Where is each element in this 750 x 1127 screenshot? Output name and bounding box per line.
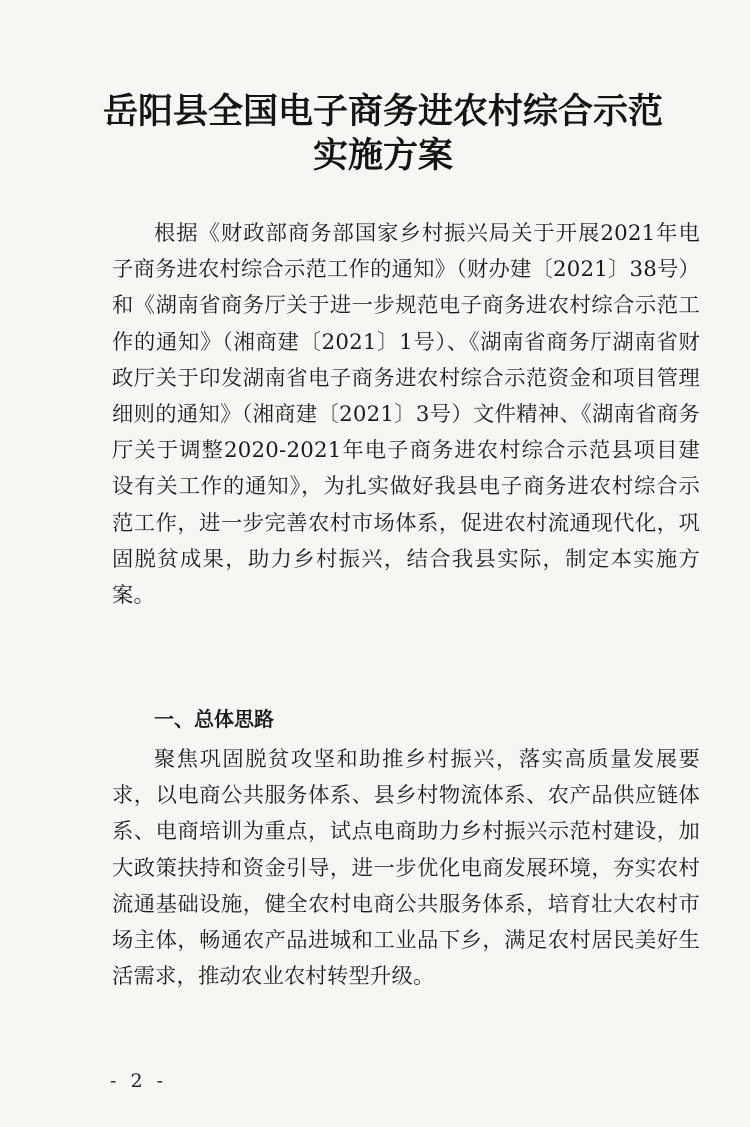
section-heading-overall-approach: 一、总体思路 bbox=[154, 707, 274, 731]
page-number: - 2 - bbox=[110, 1070, 168, 1092]
document-title-line-1: 岳阳县全国电子商务进农村综合示范 bbox=[102, 92, 663, 132]
section-paragraph-overall-approach: 聚焦巩固脱贫攻坚和助推乡村振兴，落实高质量发展要求，以电商公共服务体系、县乡村物流体系、农产品供应链体系、电商培训为重点，试点电商助力乡村振兴示范村建设，加大政策扶持和资金引导，进一步优化电商发展环境，夯实农村流通基础设施，健全农村电商公共服务体系，培育壮大农村市场主体，畅通农产品进城和工业品下乡，满足农村居民美好生活需求，推动农业农村转型升级。 bbox=[112, 747, 700, 990]
document-title-line-2: 实施方案 bbox=[312, 136, 453, 176]
intro-paragraph: 根据《财政部商务部国家乡村振兴局关于开展2021年电子商务进农村综合示范工作的通知》（财办建〔2021〕38号）和《湖南省商务厅关于进一步规范电子商务进农村综合示范工作的通知》（湘商建〔2021〕1号）、《湖南省商务厅湖南省财政厅关于印发湖南省电子商务进农村综合示范资金和项目管理细则的通知》（湘商建〔2021〕3号）文件精神、《湖南省商务厅关于调整2020-2021年电子商务进农村综合示范县项目建设有关工作的通知》，为扎实做好我县电子商务进农村综合示范工作，进一步完善农村市场体系，促进农村流通现代化，巩固脱贫成果，助力乡村振兴，结合我县实际，制定本实施方案。 bbox=[112, 221, 700, 609]
